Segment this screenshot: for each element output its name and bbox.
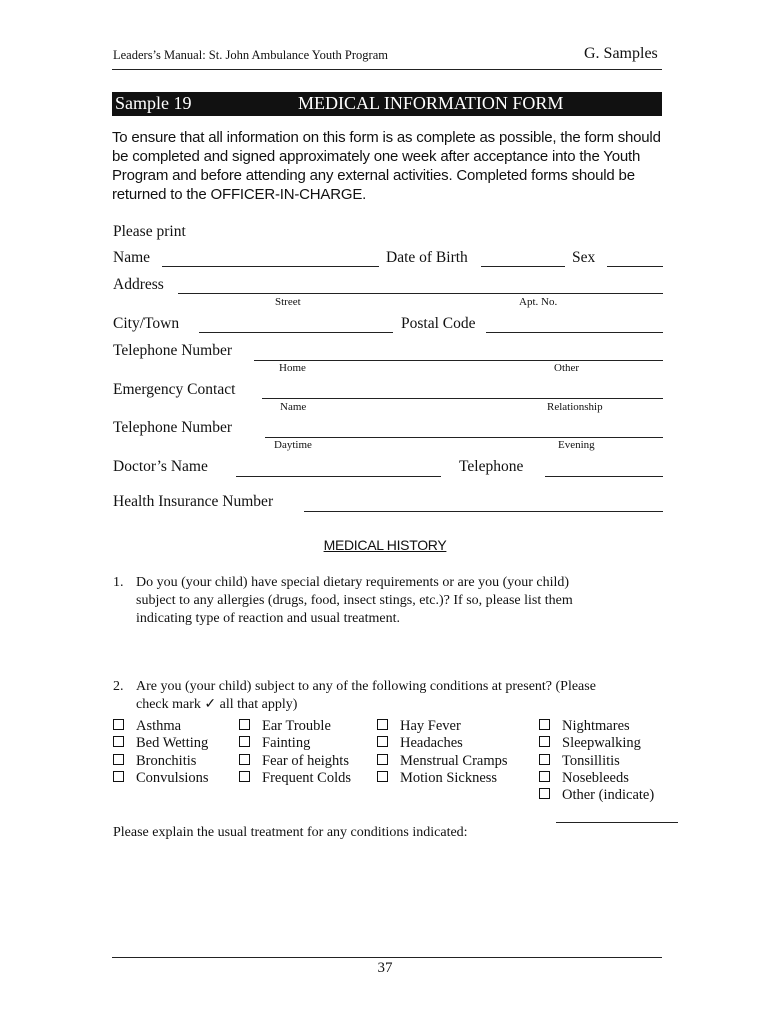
postal-label: Postal Code [401, 315, 476, 332]
checkbox-icon[interactable] [539, 771, 550, 782]
running-header-right: G. Samples [584, 45, 658, 62]
condition-item[interactable]: Convulsions [113, 770, 209, 787]
question-1-line: Do you (your child) have special dietary requirements or are you (your child) [136, 575, 570, 590]
condition-item[interactable]: Other (indicate) [539, 787, 654, 804]
condition-item[interactable]: Fainting [239, 735, 351, 752]
intro-paragraph: To ensure that all information on this form is as complete as possible, the form should be completed and signed approximately one week after acceptance into the Youth Program and before attending any external activities. Completed forms should be returned to the OFFICER-IN-CHARGE. [112, 129, 661, 203]
checkbox-icon[interactable] [377, 719, 388, 730]
checkbox-icon[interactable] [539, 736, 550, 747]
checkbox-icon[interactable] [539, 719, 550, 730]
condition-item[interactable]: Nosebleeds [539, 770, 654, 787]
please-print-label: Please print [113, 223, 186, 240]
condition-item[interactable]: Nightmares [539, 718, 654, 735]
relationship-sublabel: Relationship [547, 401, 603, 413]
running-header-left: Leaders’s Manual: St. John Ambulance Youth Program [113, 48, 388, 62]
sample-label: Sample 19 [115, 93, 192, 113]
checkbox-icon[interactable] [113, 736, 124, 747]
emergency-contact-label: Emergency Contact [113, 381, 236, 398]
conditions-column-3 [377, 718, 508, 787]
sex-label: Sex [572, 249, 596, 266]
question-2-number: 2. [113, 679, 124, 694]
condition-item[interactable]: Frequent Colds [239, 770, 351, 787]
question-1-line: indicating type of reaction and usual treatment. [136, 611, 400, 626]
conditions-column-2 [239, 718, 351, 787]
question-1 [136, 574, 666, 628]
explain-treatment-label: Please explain the usual treatment for any conditions indicated: [113, 825, 468, 840]
home-sublabel: Home [279, 362, 306, 374]
condition-item[interactable]: Asthma [113, 718, 209, 735]
address-label: Address [113, 276, 164, 293]
telephone2-label: Telephone Number [113, 419, 232, 436]
condition-item[interactable]: Fear of heights [239, 753, 351, 770]
conditions-column-4 [539, 718, 654, 804]
checkbox-icon[interactable] [377, 736, 388, 747]
condition-item[interactable]: Menstrual Cramps [377, 753, 508, 770]
ec-name-sublabel: Name [280, 401, 307, 413]
checkbox-icon[interactable] [113, 719, 124, 730]
evening-sublabel: Evening [558, 439, 595, 451]
daytime-sublabel: Daytime [274, 439, 312, 451]
apt-sublabel: Apt. No. [519, 296, 558, 308]
telephone-field[interactable] [254, 360, 663, 361]
health-insurance-label: Health Insurance Number [113, 493, 274, 510]
sex-field[interactable] [607, 266, 663, 267]
checkbox-icon[interactable] [539, 754, 550, 765]
telephone-label: Telephone Number [113, 342, 232, 359]
checkbox-icon[interactable] [113, 771, 124, 782]
dob-label: Date of Birth [386, 249, 468, 266]
telephone2-field[interactable] [265, 437, 663, 438]
doctor-telephone-field[interactable] [545, 476, 663, 477]
emergency-contact-field[interactable] [262, 398, 663, 399]
condition-item[interactable]: Headaches [377, 735, 508, 752]
header-rule [112, 69, 662, 70]
postal-field[interactable] [486, 332, 663, 333]
checkbox-icon[interactable] [239, 754, 250, 765]
checkbox-icon[interactable] [239, 736, 250, 747]
condition-item[interactable]: Ear Trouble [239, 718, 351, 735]
checkbox-icon[interactable] [239, 719, 250, 730]
condition-item[interactable]: Hay Fever [377, 718, 508, 735]
other-indicate-field[interactable] [556, 822, 678, 823]
name-field[interactable] [162, 266, 379, 267]
condition-item[interactable]: Bed Wetting [113, 735, 209, 752]
medical-history-heading: MEDICAL HISTORY [323, 537, 447, 553]
city-field[interactable] [199, 332, 393, 333]
question-2-line: Are you (your child) subject to any of the following conditions at present? (Please [136, 679, 596, 694]
health-insurance-field[interactable] [304, 511, 663, 512]
city-label: City/Town [113, 315, 180, 332]
checkbox-icon[interactable] [239, 771, 250, 782]
condition-item[interactable]: Bronchitis [113, 753, 209, 770]
checkbox-icon[interactable] [113, 754, 124, 765]
doctor-name-field[interactable] [236, 476, 441, 477]
condition-item[interactable]: Tonsillitis [539, 753, 654, 770]
question-2 [136, 678, 666, 714]
form-title: MEDICAL INFORMATION FORM [298, 93, 564, 113]
doctor-telephone-label: Telephone [459, 458, 524, 475]
question-2-line: check mark ✓ all that apply) [136, 697, 298, 712]
checkbox-icon[interactable] [377, 771, 388, 782]
page-number: 37 [377, 960, 393, 976]
checkbox-icon[interactable] [377, 754, 388, 765]
dob-field[interactable] [481, 266, 565, 267]
name-label: Name [113, 249, 151, 266]
question-1-number: 1. [113, 575, 124, 590]
condition-item[interactable]: Motion Sickness [377, 770, 508, 787]
conditions-column-1 [113, 718, 209, 787]
question-1-line: subject to any allergies (drugs, food, insect stings, etc.)? If so, please list them [136, 593, 573, 608]
checkbox-icon[interactable] [539, 788, 550, 799]
doctor-name-label: Doctor’s Name [113, 458, 208, 475]
address-field[interactable] [178, 293, 663, 294]
other-sublabel: Other [554, 362, 580, 374]
footer-rule [112, 957, 662, 958]
street-sublabel: Street [275, 296, 301, 308]
condition-item[interactable]: Sleepwalking [539, 735, 654, 752]
